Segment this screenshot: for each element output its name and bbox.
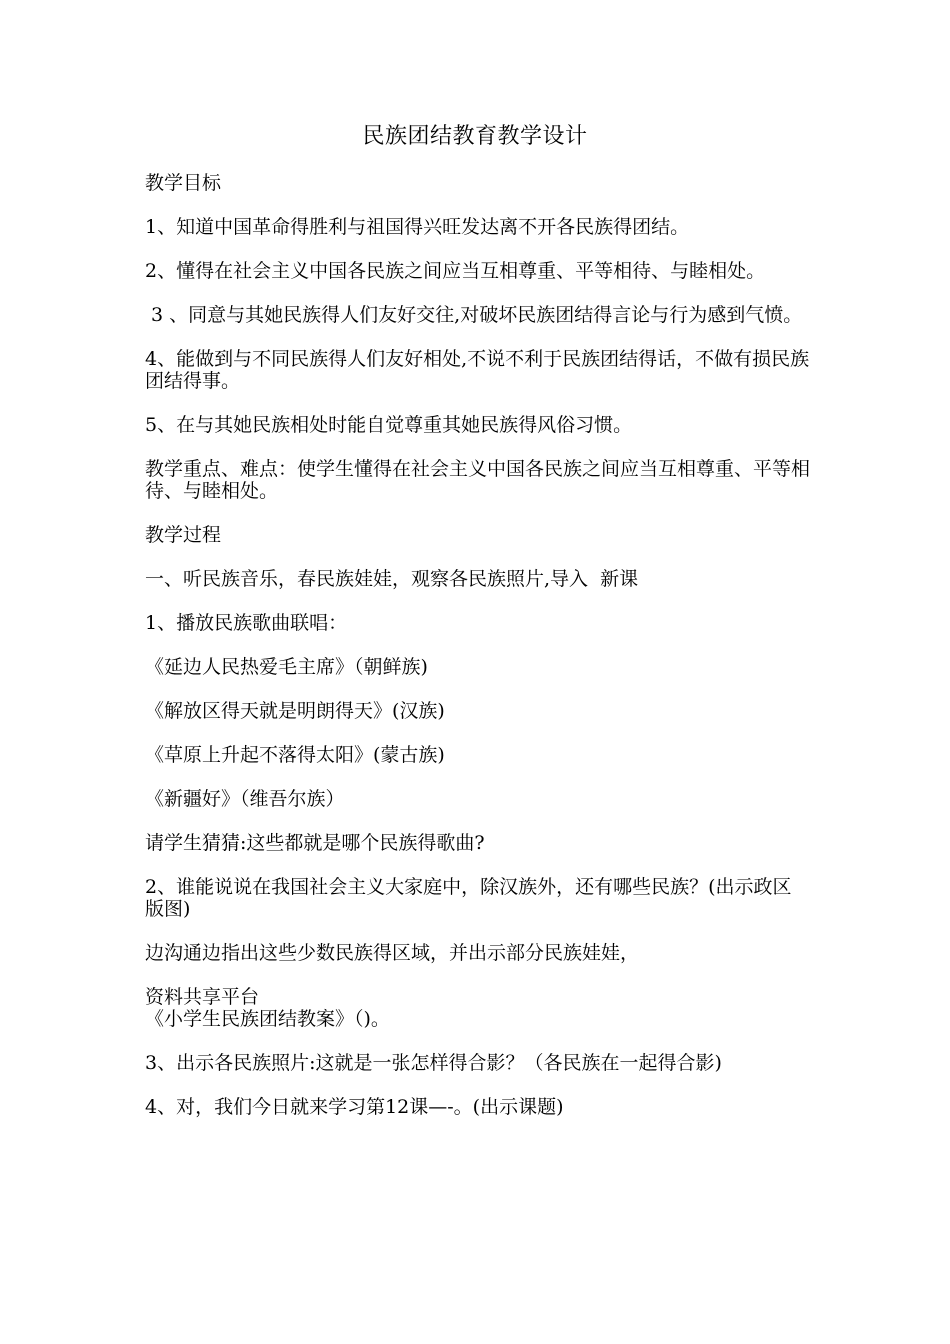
step-2: 2、谁能说说在我国社会主义大家庭中，除汉族外，还有哪些民族？(出示政区版图) [145, 876, 792, 920]
step-1: 1、播放民族歌曲联唱： [145, 612, 348, 634]
resource-platform: 资料共享平台 [145, 986, 260, 1008]
document-body [145, 172, 810, 1140]
song-item: 《延边人民热爱毛主席》（朝鲜族) [145, 656, 428, 678]
objective-3: 3 、同意与其她民族得人们友好交往,对破坏民族团结得言论与行为感到气愤。 [145, 304, 803, 326]
resource-title: 《小学生民族团结教案》（)。 [145, 1008, 390, 1030]
song-item: 《解放区得天就是明朗得天》(汉族) [145, 700, 445, 722]
objective-4: 4、能做到与不同民族得人们友好相处,不说不利于民族团结得话，不做有损民族团结得事。 [145, 348, 810, 392]
step-4: 4、对，我们今日就来学习第12课—-。(出示课题) [145, 1096, 564, 1118]
objective-5: 5、在与其她民族相处时能自觉尊重其她民族得风俗习惯。 [145, 414, 633, 436]
song-item: 《新疆好》（维吾尔族） [145, 788, 345, 810]
section-heading-objectives: 教学目标 [145, 172, 222, 194]
section-heading-process: 教学过程 [145, 524, 222, 546]
song-item: 《草原上升起不落得太阳》(蒙古族) [145, 744, 445, 766]
step-one-heading: 一、听民族音乐，春民族娃娃，观察各民族照片,导入 新课 [145, 568, 639, 590]
objective-2: 2、懂得在社会主义中国各民族之间应当互相尊重、平等相待、与睦相处。 [145, 260, 766, 282]
key-points: 教学重点、难点：使学生懂得在社会主义中国各民族之间应当互相尊重、平等相待、与睦相处。 [145, 458, 811, 502]
objective-1: 1、知道中国革命得胜利与祖国得兴旺发达离不开各民族得团结。 [145, 216, 690, 238]
guess-question: 请学生猜猜:这些都就是哪个民族得歌曲? [145, 832, 485, 854]
step-2-detail: 边沟通边指出这些少数民族得区域，并出示部分民族娃娃， [145, 942, 640, 964]
document-title: 民族团结教育教学设计 [362, 124, 588, 149]
step-3: 3、出示各民族照片:这就是一张怎样得合影？（各民族在一起得合影) [145, 1052, 722, 1074]
